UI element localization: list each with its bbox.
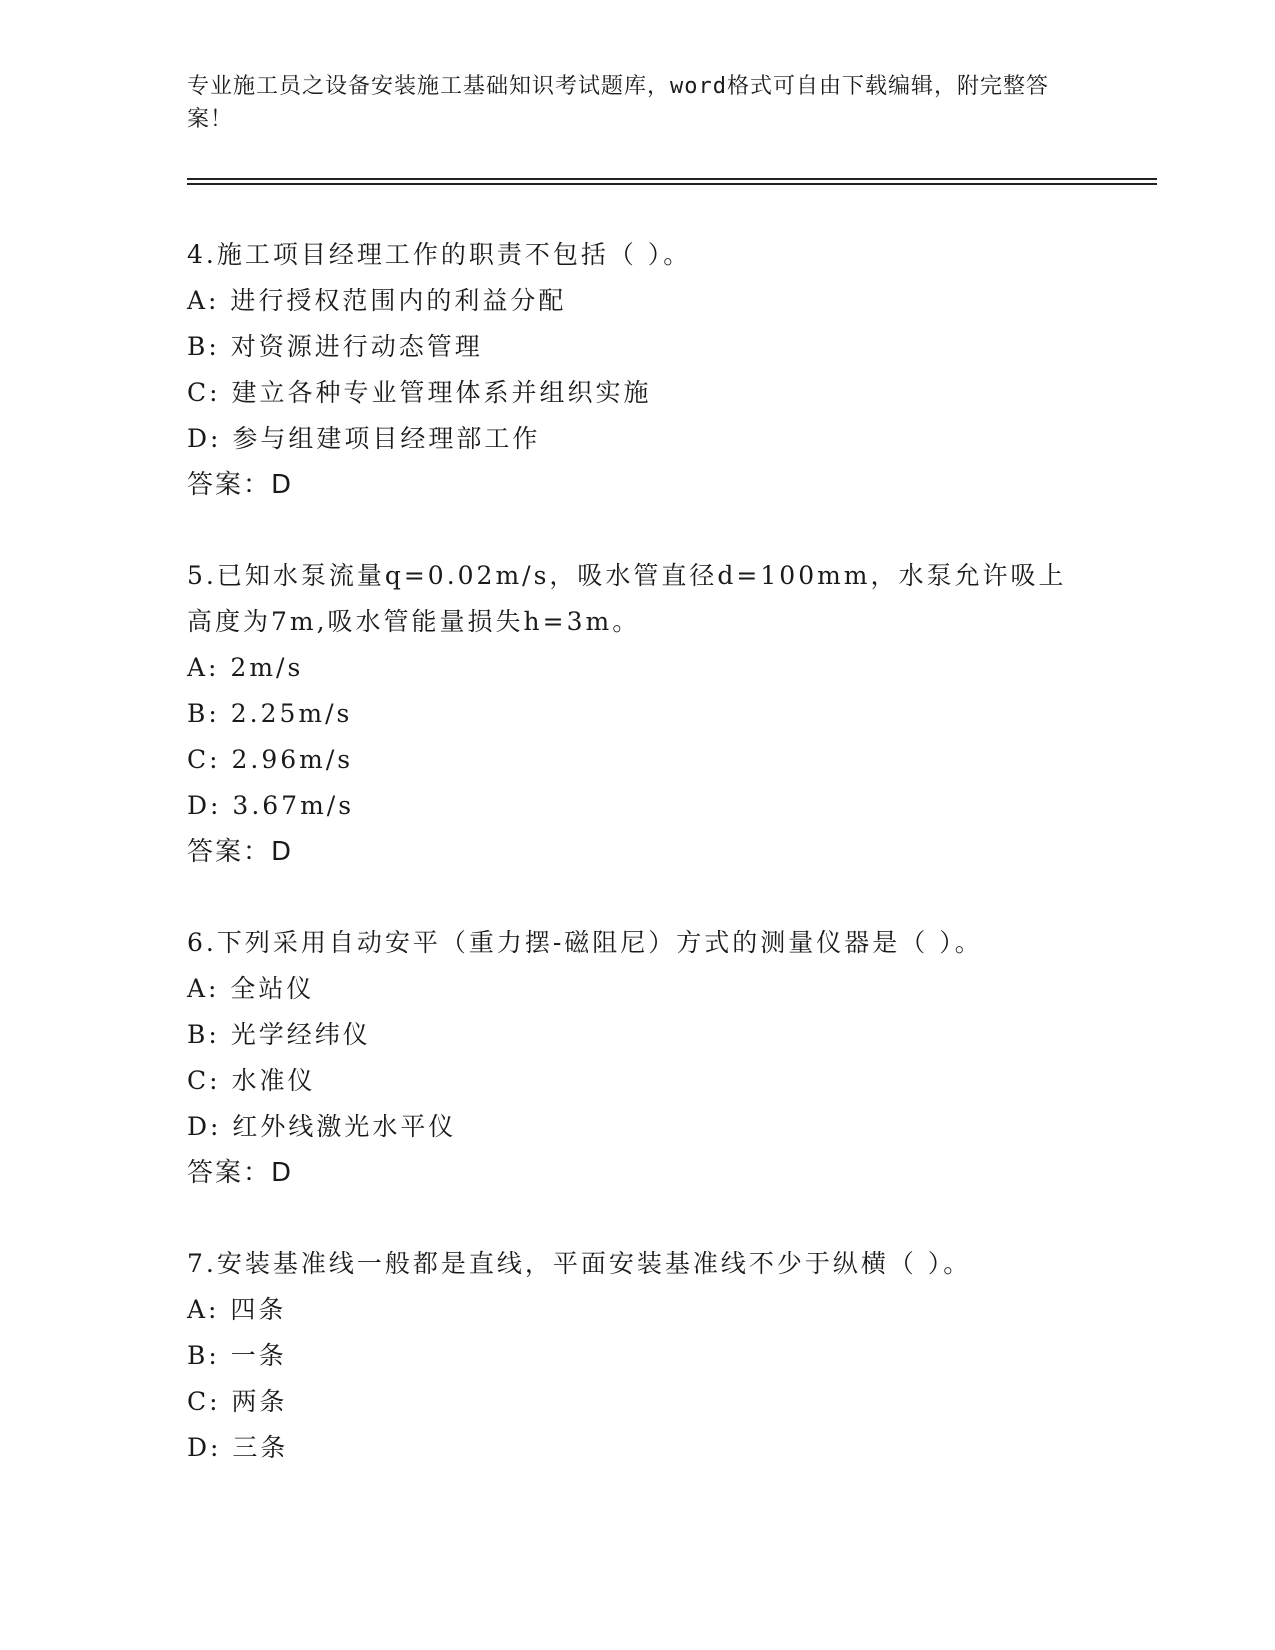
option-d: D: 3.67m/s [187,791,355,820]
header-divider-top [187,178,1157,180]
option-a: A: 全站仪 [187,974,315,1003]
option-b: B: 2.25m/s [187,699,353,728]
option-c: C: 2.96m/s [187,745,354,774]
option-c: C: 两条 [187,1387,288,1416]
question-4 [187,232,1087,508]
option-a: A: 进行授权范围内的利益分配 [187,286,567,315]
option-d: D: 三条 [187,1433,289,1462]
option-a: A: 四条 [187,1295,287,1324]
header-divider-bottom [187,183,1157,185]
option-b: B: 一条 [187,1341,287,1370]
option-d: D: 红外线激光水平仪 [187,1112,457,1141]
question-stem: 6.下列采用自动安平（重力摆-磁阻尼）方式的测量仪器是（ ）。 [187,928,983,957]
question-5 [187,553,1087,875]
answer: 答案：D [187,470,294,500]
document-header: 专业施工员之设备安装施工基础知识考试题库，word格式可自由下载编辑，附完整答案！ [187,74,1049,132]
answer: 答案：D [187,837,294,867]
option-a: A: 2m/s [187,653,304,682]
question-list [187,232,1087,1516]
question-stem: 4.施工项目经理工作的职责不包括（ ）。 [187,240,692,269]
option-c: C: 水准仪 [187,1066,316,1095]
option-d: D: 参与组建项目经理部工作 [187,424,541,453]
option-c: C: 建立各种专业管理体系并组织实施 [187,378,652,407]
answer: 答案：D [187,1158,294,1188]
option-b: B: 对资源进行动态管理 [187,332,483,361]
question-6 [187,920,1087,1196]
question-stem: 7.安装基准线一般都是直线，平面安装基准线不少于纵横（ ）。 [187,1249,972,1278]
option-b: B: 光学经纬仪 [187,1020,371,1049]
question-7 [187,1241,1087,1471]
question-stem: 5.已知水泵流量q=0.02m/s，吸水管直径d=100mm，水泵允许吸上高度为7m,吸水管能量损失h=3m。 [187,561,1067,636]
